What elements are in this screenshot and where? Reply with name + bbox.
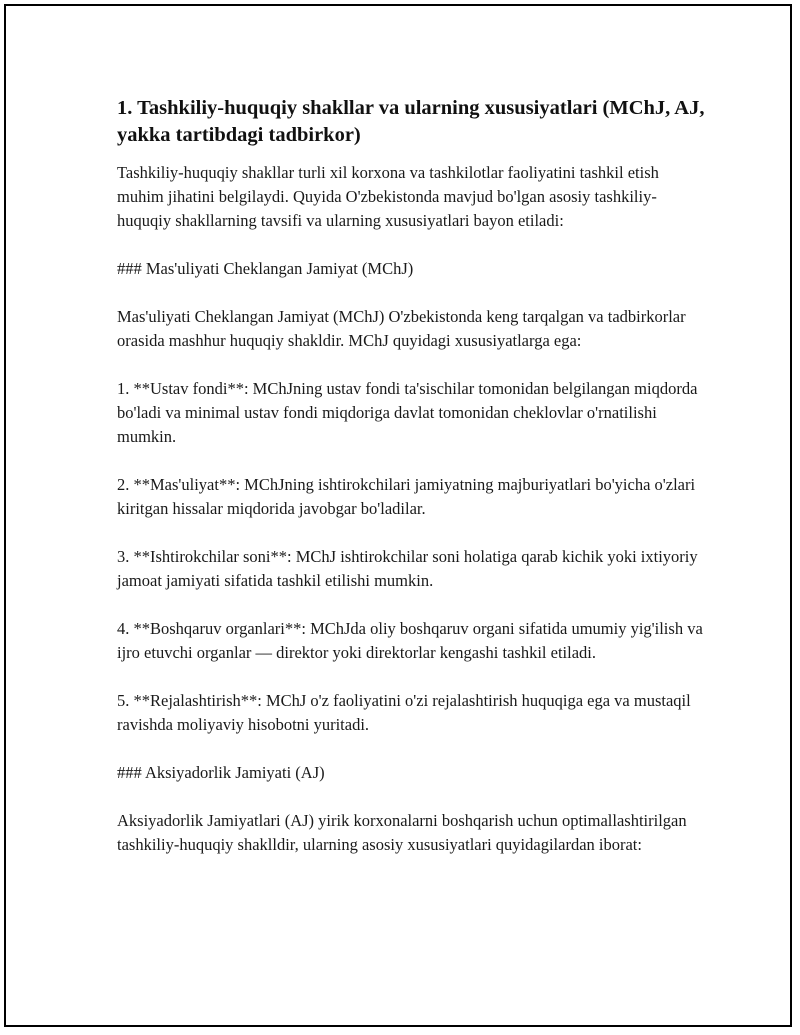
list-item-boshqaruv-organlari: 4. **Boshqaruv organlari**: MChJda oliy boshqaruv organi sifatida umumiy yig'ilish va ijro etuvchi organlar — direktor yoki direktorlar kengashi tashkil etiladi. <box>117 619 703 662</box>
mchj-description-paragraph: Mas'uliyati Cheklangan Jamiyat (MChJ) O'zbekistonda keng tarqalgan va tadbirkorlar orasida mashhur huquqiy shakldir. MChJ quyidagi xususiyatlarga ega: <box>117 307 686 350</box>
section-heading-mchj: ### Mas'uliyati Cheklangan Jamiyat (MChJ) <box>117 259 414 278</box>
section-heading-aj: ### Aksiyadorlik Jamiyati (AJ) <box>117 763 325 782</box>
list-item-masuliyat: 2. **Mas'uliyat**: MChJning ishtirokchilari jamiyatning majburiyatlari bo'yicha o'zlari kiritgan hissalar miqdorida javobgar bo'ladilar. <box>117 475 696 518</box>
list-item-rejalashtirish: 5. **Rejalashtirish**: MChJ o'z faoliyatini o'zi rejalashtirish huquqiga ega va mustaqil ravishda moliyaviy hisobotni yuritadi. <box>117 691 691 734</box>
document-body <box>117 95 707 881</box>
aj-description-paragraph: Aksiyadorlik Jamiyatlari (AJ) yirik korxonalarni boshqarish uchun optimallashtirilgan tashkiliy-huquqiy shaklldir, ularning asosiy xususiyatlari quyidagilardan iborat: <box>117 811 687 854</box>
intro-paragraph: Tashkiliy-huquqiy shakllar turli xil korxona va tashkilotlar faoliyatini tashkil etish muhim jihatini belgilaydi. Quyida O'zbekistonda mavjud bo'lgan asosiy tashkiliy-huquqiy shakllarning tavsifi va ularning xususiyatlari bayon etiladi: <box>117 163 659 230</box>
list-item-ustav-fondi: 1. **Ustav fondi**: MChJning ustav fondi ta'sischilar tomonidan belgilangan miqdorda bo'ladi va minimal ustav fondi miqdoriga davlat tomonidan cheklovlar o'rnatilishi mumkin. <box>117 379 698 446</box>
document-title: 1. Tashkiliy-huquqiy shakllar va ularning xususiyatlari (MChJ, AJ, yakka tartibdagi tadbirkor) <box>117 97 705 146</box>
list-item-ishtirokchilar-soni: 3. **Ishtirokchilar soni**: MChJ ishtirokchilar soni holatiga qarab kichik yoki ixtiyoriy jamoat jamiyati sifatida tashkil etilishi mumkin. <box>117 547 698 590</box>
